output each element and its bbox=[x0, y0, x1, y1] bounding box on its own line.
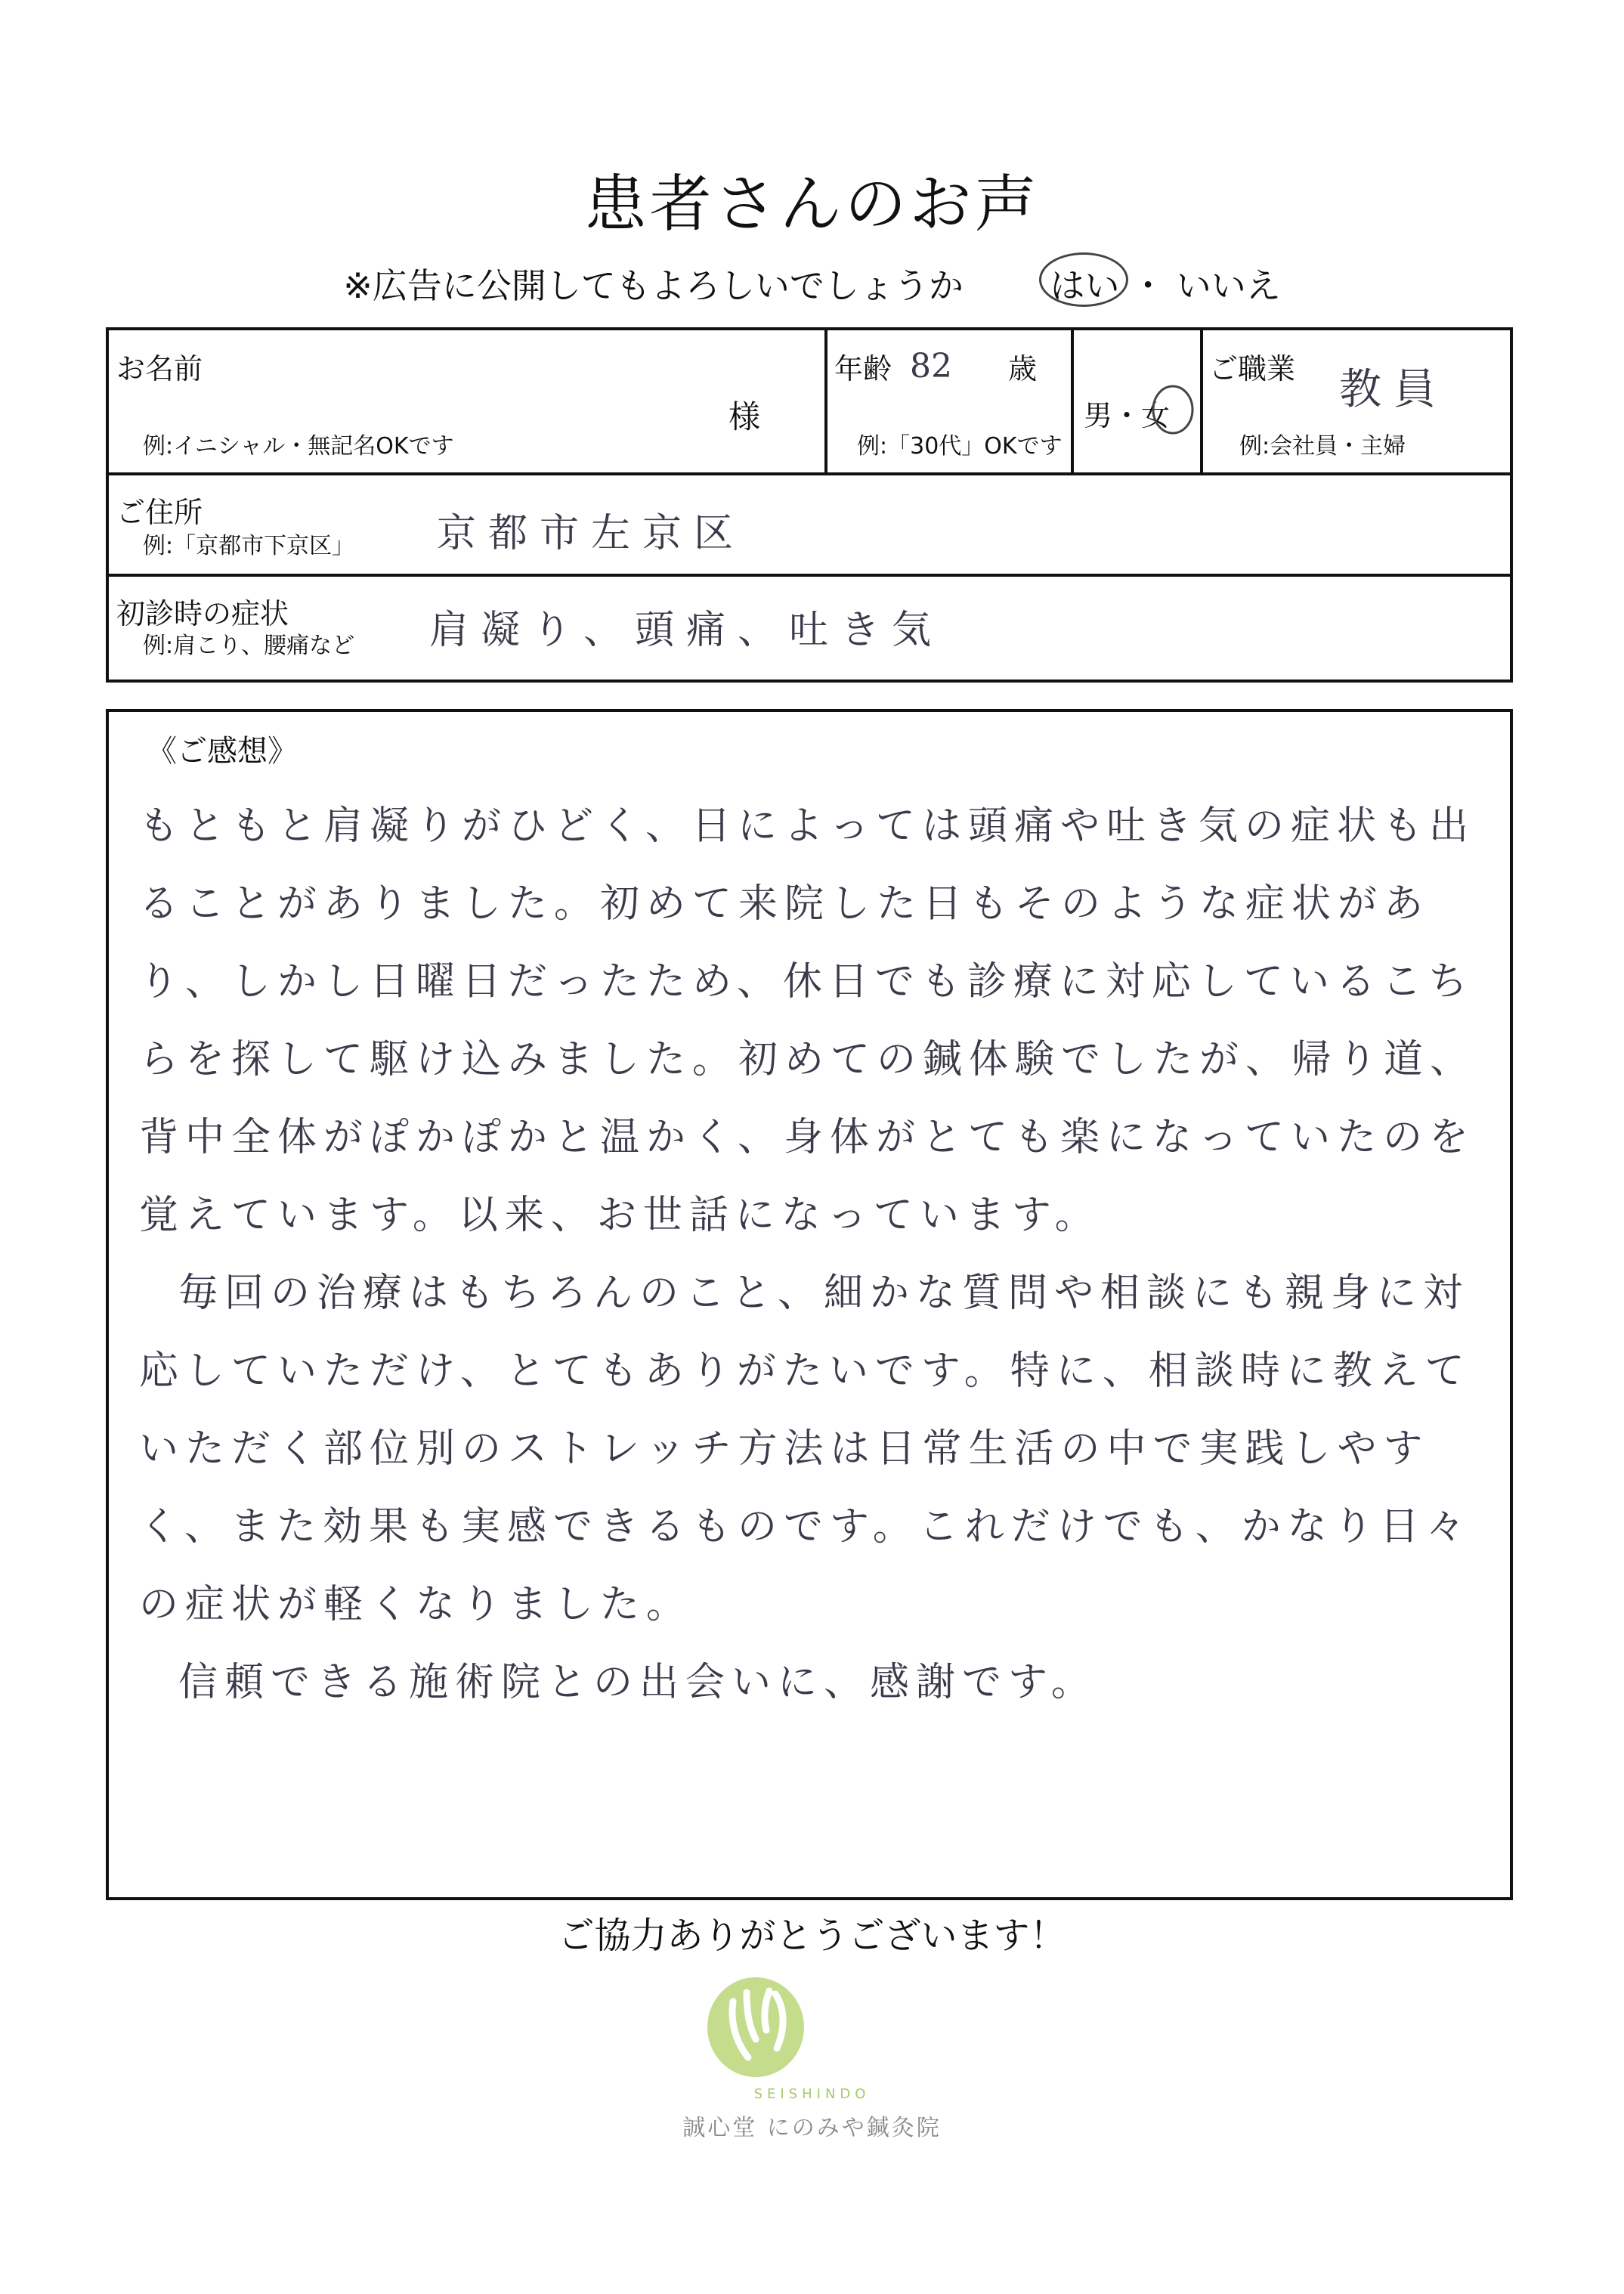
clinic-name: 誠心堂 にのみや鍼灸院 bbox=[682, 2115, 942, 2141]
age-example: 例:「30代」OKです bbox=[857, 433, 1063, 460]
symptom-label: 初診時の症状 bbox=[116, 597, 289, 630]
age-label: 年齢 bbox=[834, 352, 892, 385]
name-suffix: 様 bbox=[728, 398, 761, 435]
page-title: 患者さんのお声 bbox=[584, 169, 1040, 240]
occupation-label: ご職業 bbox=[1209, 352, 1296, 385]
impressions-paragraph: 信頼できる施術院との出会いに、感謝です。 bbox=[178, 1660, 1097, 1705]
name-label: お名前 bbox=[116, 352, 203, 385]
selected-circle-icon bbox=[1150, 383, 1196, 436]
impressions-heading: 《ご感想》 bbox=[147, 734, 298, 769]
brand-romanized: SEISHINDO bbox=[753, 2086, 871, 2102]
occupation-example: 例:会社員・主婦 bbox=[1239, 433, 1406, 460]
consent-row bbox=[0, 259, 1624, 308]
impressions-box bbox=[106, 709, 1513, 1900]
impressions-paragraph: もともと肩凝りがひどく、日によっては頭痛や吐き気の症状も出ることがありました。初めて来院した日もそのような症状があり、しかし日曜日だったため、休日でも診療に対応しているこちらを探して駆け込みました。初めての鍼体験でしたが、帰り道、背中全体がぽかぽかと温かく、身体がとても楽になっていたのを覚えています。以来、お世話になっています。 bbox=[139, 803, 1477, 1238]
symptom-value[interactable]: 肩凝り、頭痛、吐き気 bbox=[429, 608, 944, 653]
impressions-paragraph: 毎回の治療はもちろんのこと、細かな質問や相談にも親身に対応していただけ、とてもありがたいです。特に、相談時に教えていただく部位別のストレッチ方法は日常生活の中で実践しやすく、また効果も実感できるものです。これだけでも、かなり日々の症状が軽くなりました。 bbox=[139, 1271, 1472, 1627]
impressions-text[interactable] bbox=[139, 788, 1477, 1722]
sex-selector[interactable]: 男・女 bbox=[1084, 399, 1171, 432]
patient-info-table bbox=[106, 327, 1513, 683]
symptom-example: 例:肩こり、腰痛など bbox=[143, 633, 355, 659]
address-value[interactable]: 京都市左京区 bbox=[437, 511, 746, 556]
name-field[interactable] bbox=[116, 383, 713, 421]
name-example: 例:イニシャル・無記名OKです bbox=[143, 433, 454, 460]
address-example: 例:「京都市下京区」 bbox=[143, 533, 355, 559]
occupation-value[interactable]: 教員 bbox=[1339, 365, 1448, 414]
consent-no-option[interactable]: いいえ bbox=[1176, 265, 1281, 306]
consent-question: ※広告に公開してもよろしいでしょうか bbox=[343, 265, 964, 306]
age-value[interactable]: 82 bbox=[910, 347, 952, 385]
thanks-message: ご協力ありがとうございます！ bbox=[558, 1915, 1066, 1957]
age-unit: 歳 bbox=[1008, 352, 1038, 385]
consent-yes-option[interactable]: はい bbox=[1050, 259, 1119, 308]
consent-separator: ・ bbox=[1131, 265, 1166, 306]
clinic-logo-icon bbox=[703, 1970, 809, 2083]
address-label: ご住所 bbox=[116, 496, 203, 529]
